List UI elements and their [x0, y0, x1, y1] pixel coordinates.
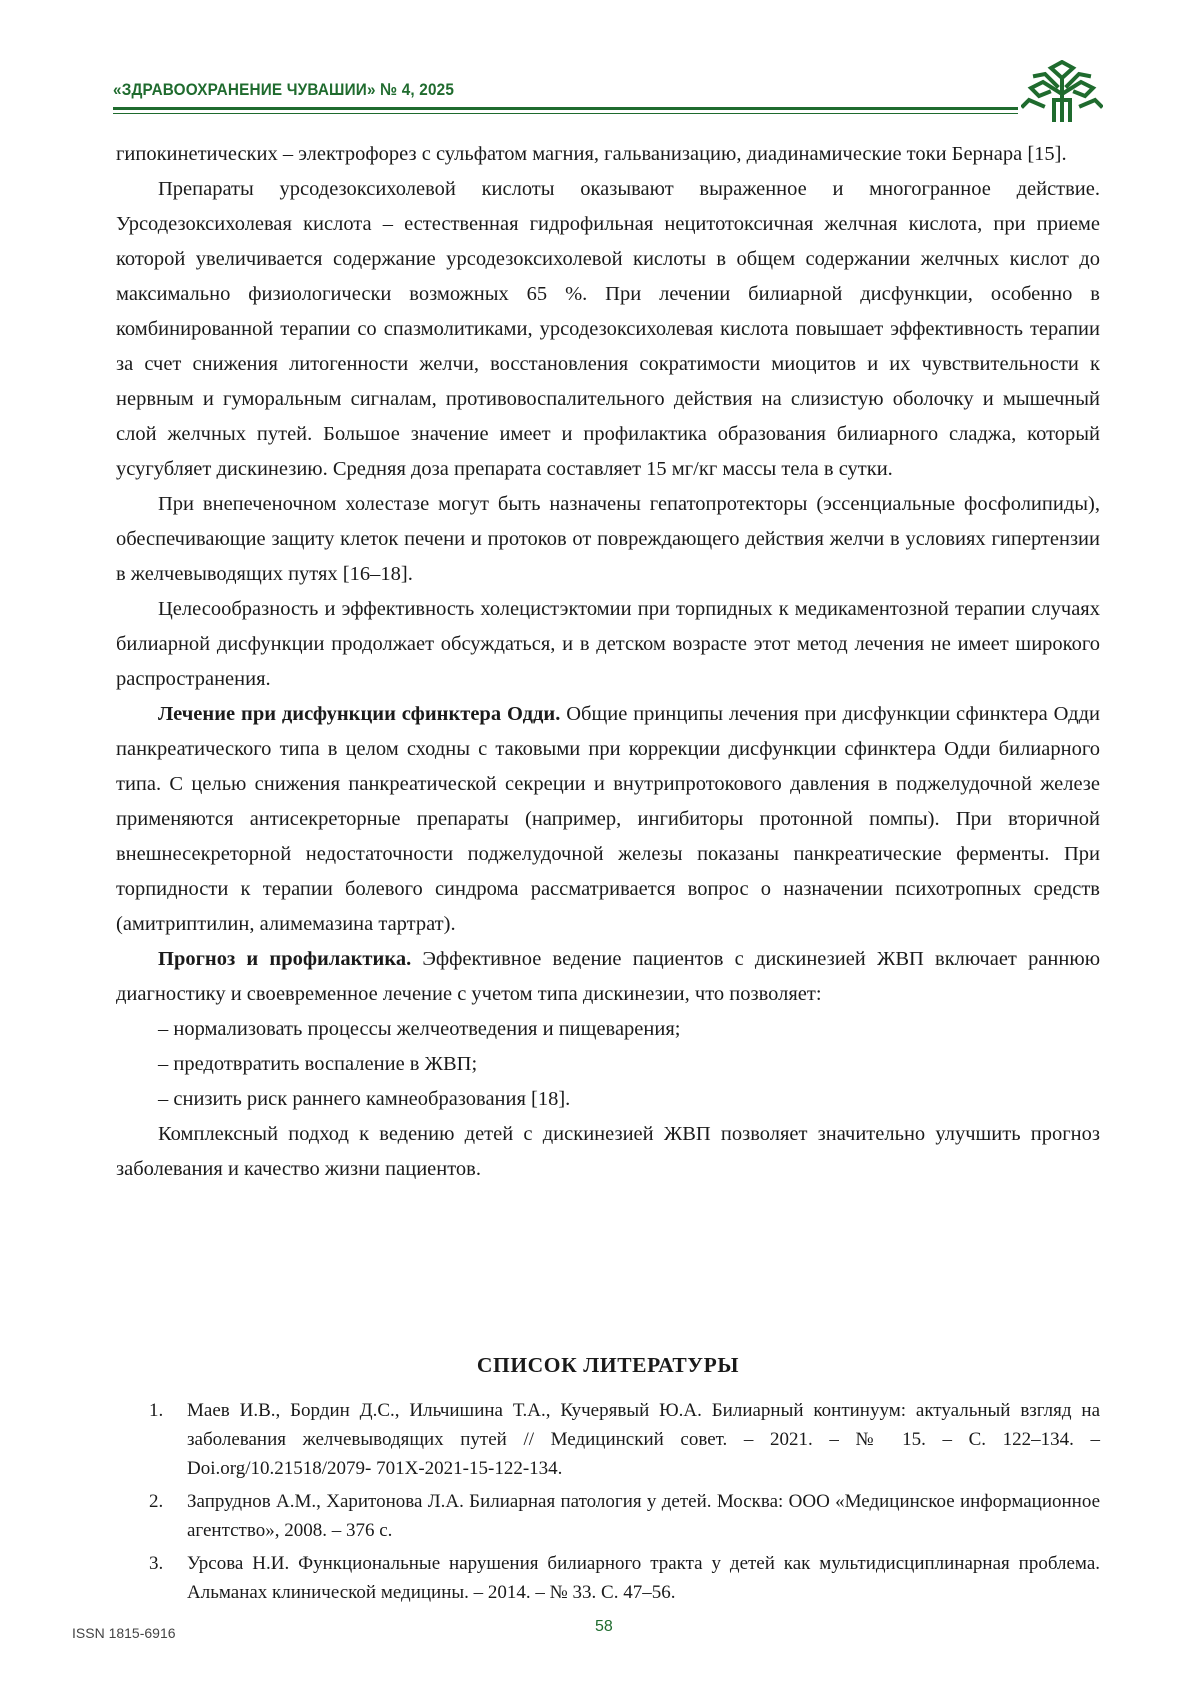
journal-title: «ЗДРАВООХРАНЕНИЕ ЧУВАШИИ» № 4, 2025: [113, 80, 455, 99]
article-body: [116, 137, 1100, 1187]
paragraph: Препараты урсодезоксихолевой кислоты оказывают выраженное и многогранное действие. Урсодезоксихолевая кислота – естественная гидрофильная нецитотоксичная желчная кислота, при приеме которой увеличивается содержание урсодезоксихолевой кислоты в общем содержании желчных кислот до максимально физиологически возможных 65 %. При лечении билиарной дисфункции, особенно в комбинированной терапии со спазмолитиками, урсодезоксихолевая кислота повышает эффективность терапии за счет снижения литогенности желчи, восстановления сократимости миоцитов и их чувствительности к нервным и гуморальным сигналам, противовоспалительного действия на слизистую оболочку и мышечный слой желчных путей. Большое значение имеет и профилактика образования билиарного сладжа, который усугубляет дискинезию. Средняя доза препарата составляет 15 мг/кг массы тела в сутки.: [116, 178, 1100, 480]
section-heading: Лечение при дисфункции сфинктера Одди.: [158, 703, 561, 725]
paragraph: Целесообразность и эффективность холецистэктомии при торпидных к медикаментозной терапии случаях билиарной дисфункции продолжает обсуждаться, и в детском возрасте этот метод лечения не имеет широкого распространения.: [116, 598, 1100, 690]
issn: ISSN 1815-6916: [72, 1625, 176, 1641]
paragraph: При внепеченочном холестазе могут быть назначены гепатопротекторы (эссенциальные фосфолипиды), обеспечивающие защиту клеток печени и протоков от повреждающего действия желчи в условиях гипертензии в желчевыводящих путях [16–18].: [116, 493, 1100, 585]
reference-number: 2.: [149, 1491, 164, 1512]
reference-text: Маев И.В., Бордин Д.С., Ильчишина Т.А., Кучерявый Ю.А. Билиарный континуум: актуальный взгляд на заболевания желчевыводящих путей // Медицинский совет. – 2021. – № 15. – С. 122–134. – Doi.org/10.21518/2079- 701X-2021-15-122-134.: [187, 1400, 1100, 1479]
references-title: СПИСОК ЛИТЕРАТУРЫ: [476, 1353, 740, 1377]
paragraph: гипокинетических – электрофорез с сульфатом магния, гальванизацию, диадинамические токи Бернара [15].: [116, 143, 1067, 165]
list-item: – предотвратить воспаление в ЖВП;: [158, 1053, 478, 1075]
paragraph-sphincter-treatment: [116, 697, 1100, 942]
references-list: [116, 1396, 1100, 1611]
header-rule: [113, 107, 1018, 110]
section-heading: Прогноз и профилактика.: [158, 948, 412, 970]
header-rule-thin: [113, 113, 1018, 114]
paragraph-text: Общие принципы лечения при дисфункции сфинктера Одди панкреатического типа в целом сходны с таковыми при коррекции дисфункции сфинктера Одди билиарного типа. С целью снижения панкреатической секреции и внутрипротокового давления в поджелудочной железе применяются антисекреторные препараты (например, ингибиторы протонной помпы). При вторичной внешнесекреторной недостаточности поджелудочной железы показаны панкреатические ферменты. При торпидности к терапии болевого синдрома рассматривается вопрос о назначении психотропных средств (амитриптилин, алимемазина тартрат).: [116, 703, 1100, 935]
reference-text: Запруднов А.М., Харитонова Л.А. Билиарная патология у детей. Москва: ООО «Медицинское информационное агентство», 2008. – 376 с.: [187, 1491, 1100, 1541]
reference-item: [116, 1487, 1100, 1545]
chuvash-tree-emblem-icon: [1021, 60, 1103, 122]
reference-number: 1.: [149, 1400, 164, 1421]
reference-number: 3.: [149, 1553, 164, 1574]
page-header: [113, 60, 1113, 120]
paragraph-prognosis: [116, 942, 1100, 1012]
reference-item: [116, 1396, 1100, 1483]
reference-text: Урсова Н.И. Функциональные нарушения билиарного тракта у детей как мультидисциплинарная проблема. Альманах клинической медицины. – 2014. – № 33. С. 47–56.: [187, 1553, 1100, 1603]
page-number: 58: [595, 1618, 613, 1635]
list-item: – снизить риск раннего камнеобразования [18].: [158, 1088, 571, 1110]
paragraph-text: Эффективное ведение пациентов с дискинезией ЖВП включает раннюю диагностику и своевременное лечение с учетом типа дискинезии, что позволяет:: [116, 948, 1101, 1005]
reference-item: [116, 1549, 1100, 1607]
list-item: – нормализовать процессы желчеотведения и пищеварения;: [158, 1018, 681, 1040]
paragraph: Комплексный подход к ведению детей с дискинезией ЖВП позволяет значительно улучшить прогноз заболевания и качество жизни пациентов.: [116, 1123, 1100, 1180]
